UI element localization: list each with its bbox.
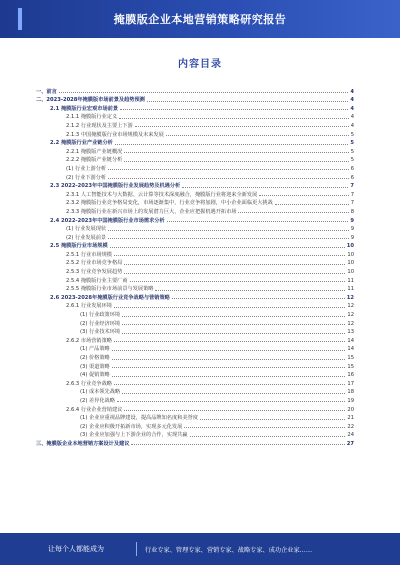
toc-entry-title: 三、掩膜版企业本地营销方案设计及建议: [36, 440, 130, 447]
toc-entry-title: 2.3.2 掩膜版行业竞争格局变化，市场逐渐集中，行业竞争将加剧，中小企业面临更大挑战: [66, 200, 273, 207]
toc-entry-page: 15: [347, 363, 354, 370]
toc-entry-page: 5: [350, 140, 354, 147]
report-header: [0, 0, 400, 38]
toc-dot-leader: [120, 108, 348, 110]
toc-entry[interactable]: [36, 155, 354, 164]
toc-entry[interactable]: [36, 146, 354, 155]
toc-entry-page: 10: [347, 251, 354, 258]
toc-entry-title: 一、前言: [36, 88, 57, 95]
toc-entry-page: 8: [350, 208, 354, 215]
toc-entry-page: 7: [350, 183, 354, 190]
toc-entry-page: 7: [350, 191, 354, 198]
toc-entry[interactable]: [36, 172, 354, 181]
toc-entry-page: 12: [347, 320, 354, 327]
toc-entry[interactable]: [36, 129, 354, 138]
toc-dot-leader: [124, 151, 348, 153]
toc-entry-title: (1) 行业上游分析: [66, 165, 107, 172]
toc-entry[interactable]: [36, 224, 354, 233]
toc-entry-title: 2.4 2022-2023年中国掩膜版行业市场需求分析: [50, 217, 165, 224]
toc-entry-page: 22: [347, 423, 354, 430]
toc-entry[interactable]: [36, 361, 354, 370]
toc-entry[interactable]: [36, 181, 354, 190]
toc-entry[interactable]: [36, 438, 354, 447]
toc-dot-leader: [124, 272, 345, 274]
toc-entry-page: 9: [350, 234, 354, 241]
toc-entry[interactable]: [36, 430, 354, 439]
toc-dot-leader: [119, 117, 349, 119]
toc-entry[interactable]: [36, 95, 354, 104]
table-of-contents: [36, 86, 354, 447]
toc-entry-title: 2.3.1 人工智能技术与大数据、云计算等技术深度融合，掩膜版行业将迎来全新发展: [66, 191, 258, 198]
toc-entry-page: 6: [350, 165, 354, 172]
toc-dot-leader: [275, 203, 349, 205]
toc-entry-title: 2.2.1 掩膜版产业链概况: [66, 148, 123, 155]
toc-dot-leader: [117, 400, 345, 402]
toc-entry-title: 2.1 掩膜版行业宏观市场前景: [50, 105, 119, 112]
toc-entry-page: 14: [347, 337, 354, 344]
toc-entry[interactable]: [36, 215, 354, 224]
toc-dot-leader: [182, 186, 348, 188]
toc-entry[interactable]: [36, 352, 354, 361]
toc-dot-leader: [108, 168, 349, 170]
toc-entry[interactable]: [36, 387, 354, 396]
toc-dot-leader: [114, 306, 345, 308]
toc-entry-page: 4: [350, 114, 354, 121]
toc-dot-leader: [112, 358, 346, 360]
toc-entry-title: (1) 产品策略: [80, 346, 110, 353]
toc-dot-leader: [114, 254, 345, 256]
toc-dot-leader: [124, 160, 348, 162]
toc-entry[interactable]: [36, 395, 354, 404]
toc-entry[interactable]: [36, 232, 354, 241]
toc-dot-leader: [114, 340, 345, 342]
toc-dot-leader: [130, 280, 346, 282]
toc-entry-page: 7: [350, 200, 354, 207]
toc-entry-page: 12: [346, 294, 354, 301]
toc-entry[interactable]: [36, 309, 354, 318]
toc-entry[interactable]: [36, 335, 354, 344]
toc-entry[interactable]: [36, 413, 354, 422]
toc-entry-title: 2.3 2022-2023年中国掩膜版行业发展趋势及机遇分析: [50, 183, 181, 190]
toc-entry-page: 5: [350, 131, 354, 138]
toc-entry[interactable]: [36, 86, 354, 95]
toc-entry-page: 5: [350, 148, 354, 155]
toc-entry-title: 2.1.1 掩膜版行业定义: [66, 114, 118, 121]
toc-entry[interactable]: [36, 370, 354, 379]
toc-entry[interactable]: [36, 163, 354, 172]
toc-entry-page: 10: [347, 269, 354, 276]
toc-entry[interactable]: [36, 189, 354, 198]
toc-entry-page: 12: [347, 303, 354, 310]
footer-divider: [136, 542, 137, 556]
toc-dot-leader: [112, 366, 346, 368]
toc-dot-leader: [122, 315, 345, 317]
toc-entry-title: 2.1.3 中国掩膜版行业市场规模及未来发展: [66, 131, 164, 138]
toc-entry-title: 2.5.5 掩膜版行业市场前景与发展策略: [66, 286, 154, 293]
toc-entry-title: 2.6.4 行业企业营销建议: [66, 406, 123, 413]
toc-entry-title: 二、2023-2028年掩膜版市场前景及趋势预测: [36, 97, 145, 104]
toc-dot-leader: [200, 418, 345, 420]
toc-entry-title: (1) 成本领先战略: [80, 389, 121, 396]
header-accent-bar: [18, 8, 22, 30]
toc-entry-title: 2.5 掩膜版行业市场规模: [50, 243, 108, 250]
toc-entry-page: 17: [347, 380, 354, 387]
toc-entry-page: 27: [346, 440, 354, 447]
toc-entry-page: 4: [350, 97, 354, 104]
toc-dot-leader: [259, 194, 348, 196]
toc-dot-leader: [112, 375, 346, 377]
toc-dot-leader: [131, 443, 344, 445]
toc-entry[interactable]: [36, 404, 354, 413]
toc-entry-page: 11: [347, 286, 354, 293]
toc-entry-title: (2) 差异化战略: [80, 397, 115, 404]
toc-dot-leader: [110, 246, 345, 248]
toc-entry[interactable]: [36, 258, 354, 267]
toc-entry-title: 2.6.3 行业竞争战略: [66, 380, 112, 387]
toc-entry-page: 5: [350, 157, 354, 164]
toc-entry-title: (2) 企业应积极开拓新市场，实现多元化发展: [80, 423, 183, 430]
toc-dot-leader: [147, 100, 349, 102]
toc-entry[interactable]: [36, 120, 354, 129]
toc-entry[interactable]: [36, 344, 354, 353]
toc-dot-leader: [108, 229, 349, 231]
footer-banner: [0, 533, 400, 565]
toc-dot-leader: [155, 289, 345, 291]
toc-entry-title: 2.5.2 行业市场竞争格局: [66, 260, 123, 267]
toc-entry-page: 18: [347, 389, 354, 396]
toc-entry-title: 2.1.2 行业现状及主要上下游: [66, 122, 133, 129]
report-title: 掩膜版企业本地营销策略研究报告: [113, 13, 287, 26]
toc-dot-leader: [190, 435, 346, 437]
toc-dot-leader: [167, 220, 349, 222]
toc-entry-title: (3) 行业技术环境: [80, 329, 121, 336]
toc-entry-page: 20: [347, 406, 354, 413]
footer-slogan-right: 行业专家、管理专家、营销专家、战略专家、成功企业家……: [145, 546, 313, 554]
toc-entry-title: 2.6.1 行业发展环境: [66, 303, 112, 310]
toc-dot-leader: [115, 143, 349, 145]
toc-entry[interactable]: [36, 241, 354, 250]
toc-entry[interactable]: [36, 138, 354, 147]
toc-dot-leader: [124, 263, 345, 265]
toc-dot-leader: [238, 211, 348, 213]
toc-entry[interactable]: [36, 292, 354, 301]
toc-dot-leader: [166, 134, 349, 136]
toc-entry-page: 9: [350, 217, 354, 224]
toc-entry-page: 24: [347, 432, 354, 439]
toc-entry[interactable]: [36, 284, 354, 293]
toc-entry-page: 21: [347, 415, 354, 422]
toc-dot-leader: [122, 392, 345, 394]
toc-entry-title: (2) 行业下游分析: [66, 174, 107, 181]
toc-entry-page: 13: [347, 329, 354, 336]
toc-entry-page: 4: [350, 122, 354, 129]
toc-entry-title: 2.5.3 行业竞争发展趋势: [66, 269, 123, 276]
toc-entry-title: (4) 促销策略: [80, 372, 110, 379]
toc-entry[interactable]: [36, 327, 354, 336]
toc-entry-page: 16: [347, 372, 354, 379]
toc-entry[interactable]: [36, 378, 354, 387]
toc-dot-leader: [59, 91, 349, 93]
toc-dot-leader: [122, 323, 345, 325]
toc-entry-title: 2.5.1 行业市场规模: [66, 251, 112, 258]
toc-dot-leader: [112, 349, 346, 351]
toc-entry-page: 6: [350, 174, 354, 181]
toc-entry[interactable]: [36, 206, 354, 215]
toc-dot-leader: [108, 237, 349, 239]
toc-heading: 内容目录: [178, 59, 222, 70]
toc-entry-page: 4: [350, 88, 354, 95]
toc-entry-page: 4: [350, 105, 354, 112]
toc-entry-title: (3) 渠道策略: [80, 363, 110, 370]
toc-entry-title: (2) 价格策略: [80, 355, 110, 361]
toc-dot-leader: [135, 125, 349, 127]
toc-dot-leader: [184, 426, 345, 428]
toc-entry-title: (1) 企业应重视品牌建设，提高品牌知名度和美誉度: [80, 415, 198, 422]
toc-entry-title: 2.6.2 市场营销策略: [66, 337, 112, 344]
toc-entry[interactable]: [36, 266, 354, 275]
toc-entry-title: 2.6 2023-2028年掩膜版行业竞争战略与营销策略: [50, 294, 170, 301]
toc-entry-page: 10: [347, 260, 354, 267]
footer-slogan-left: 让每个人都能成为: [48, 545, 104, 553]
toc-entry-page: 10: [346, 243, 354, 250]
toc-entry-title: (2) 行业经济环境: [80, 320, 121, 327]
toc-dot-leader: [122, 332, 345, 334]
toc-dot-leader: [124, 409, 345, 411]
toc-entry-page: 11: [347, 277, 354, 284]
toc-entry-title: (2) 行业发展前景: [66, 234, 107, 241]
toc-entry-title: 2.3.3 掩膜版行业在新兴市场上的发展潜力巨大，企业应把握机遇开拓市场: [66, 208, 237, 215]
toc-entry-title: (3) 企业应加强与上下游企业的合作，实现共赢: [80, 432, 188, 439]
toc-entry[interactable]: [36, 112, 354, 121]
toc-entry-page: 14: [347, 346, 354, 353]
toc-entry[interactable]: [36, 275, 354, 284]
toc-entry[interactable]: [36, 103, 354, 112]
toc-dot-leader: [172, 297, 345, 299]
toc-entry[interactable]: [36, 318, 354, 327]
toc-entry-title: (1) 行业政策环境: [80, 312, 121, 319]
toc-entry[interactable]: [36, 421, 354, 430]
toc-entry-title: (1) 行业发展现状: [66, 226, 107, 233]
toc-entry-title: 2.2.2 掩膜版产业链分析: [66, 157, 123, 164]
toc-entry[interactable]: [36, 198, 354, 207]
toc-entry[interactable]: [36, 249, 354, 258]
toc-entry-page: 19: [347, 397, 354, 404]
toc-entry-page: 12: [347, 312, 354, 319]
toc-dot-leader: [114, 383, 345, 385]
toc-entry-title: 2.2 掩膜版行业产业链分析: [50, 140, 113, 147]
toc-entry[interactable]: [36, 301, 354, 310]
toc-dot-leader: [108, 177, 349, 179]
toc-entry-page: 9: [350, 226, 354, 233]
toc-entry-title: 2.5.4 掩膜版行业主要厂商: [66, 277, 128, 284]
toc-entry-page: 15: [347, 355, 354, 361]
